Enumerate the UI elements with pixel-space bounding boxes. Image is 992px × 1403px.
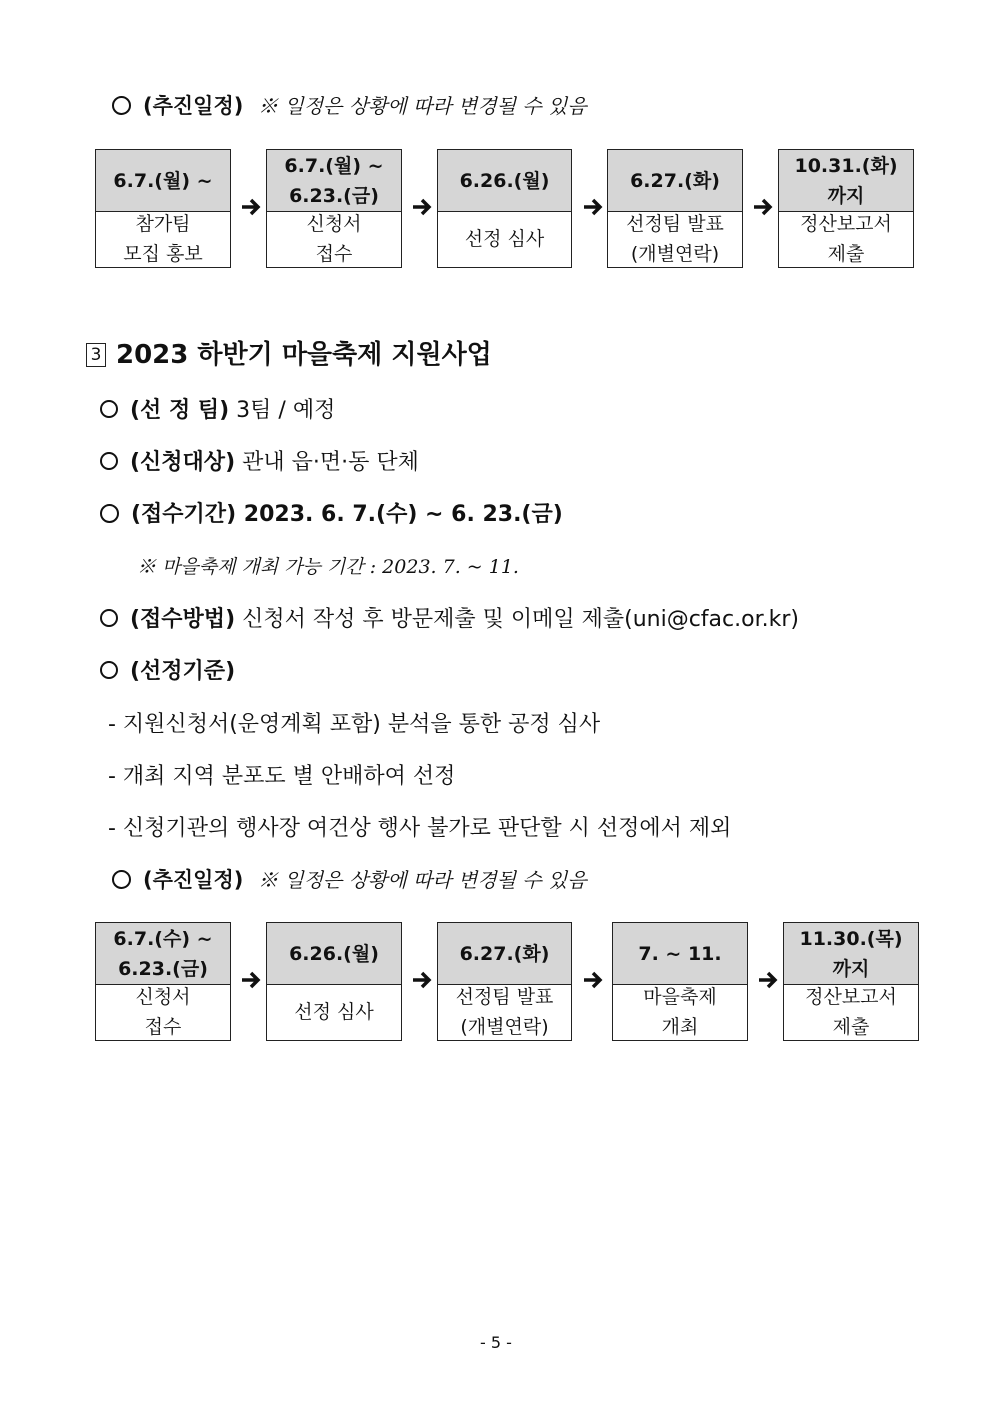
step-task: 참가팀 모집 홍보 (123, 213, 203, 265)
schedule1-heading-label: (추진일정) (143, 94, 244, 118)
schedule1-step-4 (607, 149, 743, 268)
item-label: (선 정 팀) (130, 398, 230, 423)
item-label: (신청대상) (130, 450, 236, 475)
bullet-circle-icon (100, 400, 118, 418)
schedule2-note: ※ 일정은 상황에 따라 변경될 수 있음 (258, 868, 587, 892)
step-date: 11.30.(목) 까지 (784, 923, 918, 985)
schedule1-flow (0, 149, 992, 269)
schedule1-heading (112, 90, 587, 120)
bullet-circle-icon (100, 609, 118, 627)
item-text: 관내 읍·면·동 단체 (235, 450, 419, 475)
schedule2-step-2 (266, 922, 402, 1041)
schedule1-step-5 (778, 149, 914, 268)
schedule2-heading (112, 864, 587, 894)
schedule2-flow (0, 922, 992, 1042)
step-date: 6.27.(화) (608, 150, 742, 212)
page-number: - 5 - (480, 1333, 512, 1352)
section-number: 3 (86, 343, 106, 367)
step-task: 선정 심사 (294, 1001, 374, 1023)
step-task: 신청서 접수 (135, 986, 191, 1038)
bullet-circle-icon (100, 452, 118, 470)
schedule2-step-3 (437, 922, 572, 1041)
schedule1-step-3 (437, 149, 572, 268)
schedule1-step-1 (95, 149, 231, 268)
item-criteria (100, 654, 235, 685)
step-task: 신청서 접수 (306, 213, 362, 265)
schedule2-step-1 (95, 922, 231, 1041)
section-title (86, 334, 492, 371)
step-task: 선정팀 발표 (개별연락) (626, 213, 724, 265)
arrow-right-icon (240, 196, 262, 218)
step-date: 6.7.(월) ~ 6.23.(금) (267, 150, 401, 212)
step-date: 6.26.(월) (438, 150, 571, 212)
bullet-circle-icon (100, 661, 118, 679)
item-target (100, 445, 419, 476)
item-text: 3팀 / 예정 (229, 398, 336, 423)
arrow-right-icon (582, 196, 604, 218)
schedule2-heading-label: (추진일정) (143, 868, 244, 892)
arrow-right-icon (411, 969, 433, 991)
arrow-right-icon (582, 969, 604, 991)
step-task: 마을축제 개최 (643, 986, 717, 1038)
step-date: 6.7.(월) ~ (96, 150, 230, 212)
schedule2-step-4 (612, 922, 748, 1041)
step-task: 선정팀 발표 (개별연락) (455, 986, 554, 1038)
bullet-circle-icon (112, 870, 131, 889)
item-text: 2023. 6. 7.(수) ~ 6. 23.(금) (236, 502, 563, 527)
step-date: 7. ~ 11. (613, 923, 747, 985)
period-note: ※ 마을축제 개최 가능 기간 : 2023. 7. ~ 11. (137, 556, 519, 578)
criteria-item: - 개최 지역 분포도 별 안배하여 선정 (108, 764, 456, 789)
criteria-item: - 신청기관의 행사장 여건상 행사 불가로 판단할 시 선정에서 제외 (108, 816, 732, 841)
item-period (100, 497, 563, 528)
step-task: 선정 심사 (464, 228, 545, 250)
item-label: (접수기간) (131, 502, 237, 527)
step-task: 정산보고서 제출 (805, 986, 897, 1038)
bullet-circle-icon (112, 96, 131, 115)
step-date: 6.26.(월) (267, 923, 401, 985)
item-method (100, 602, 799, 633)
item-text: 신청서 작성 후 방문제출 및 이메일 제출(uni@cfac.or.kr) (235, 607, 799, 632)
criteria-item: - 지원신청서(운영계획 포함) 분석을 통한 공정 심사 (108, 712, 601, 737)
step-task: 정산보고서 제출 (800, 213, 892, 265)
arrow-right-icon (240, 969, 262, 991)
item-label: (선정기준) (130, 659, 236, 684)
item-team (100, 393, 335, 424)
arrow-right-icon (752, 196, 774, 218)
item-label: (접수방법) (130, 607, 236, 632)
step-date: 6.27.(화) (438, 923, 571, 985)
arrow-right-icon (757, 969, 779, 991)
step-date: 10.31.(화) 까지 (779, 150, 913, 212)
section-title-text: 2023 하반기 마을축제 지원사업 (116, 340, 492, 370)
step-date: 6.7.(수) ~ 6.23.(금) (96, 923, 230, 985)
schedule1-note: ※ 일정은 상황에 따라 변경될 수 있음 (258, 94, 587, 118)
arrow-right-icon (411, 196, 433, 218)
schedule2-step-5 (783, 922, 919, 1041)
bullet-circle-icon (100, 504, 119, 523)
schedule1-step-2 (266, 149, 402, 268)
